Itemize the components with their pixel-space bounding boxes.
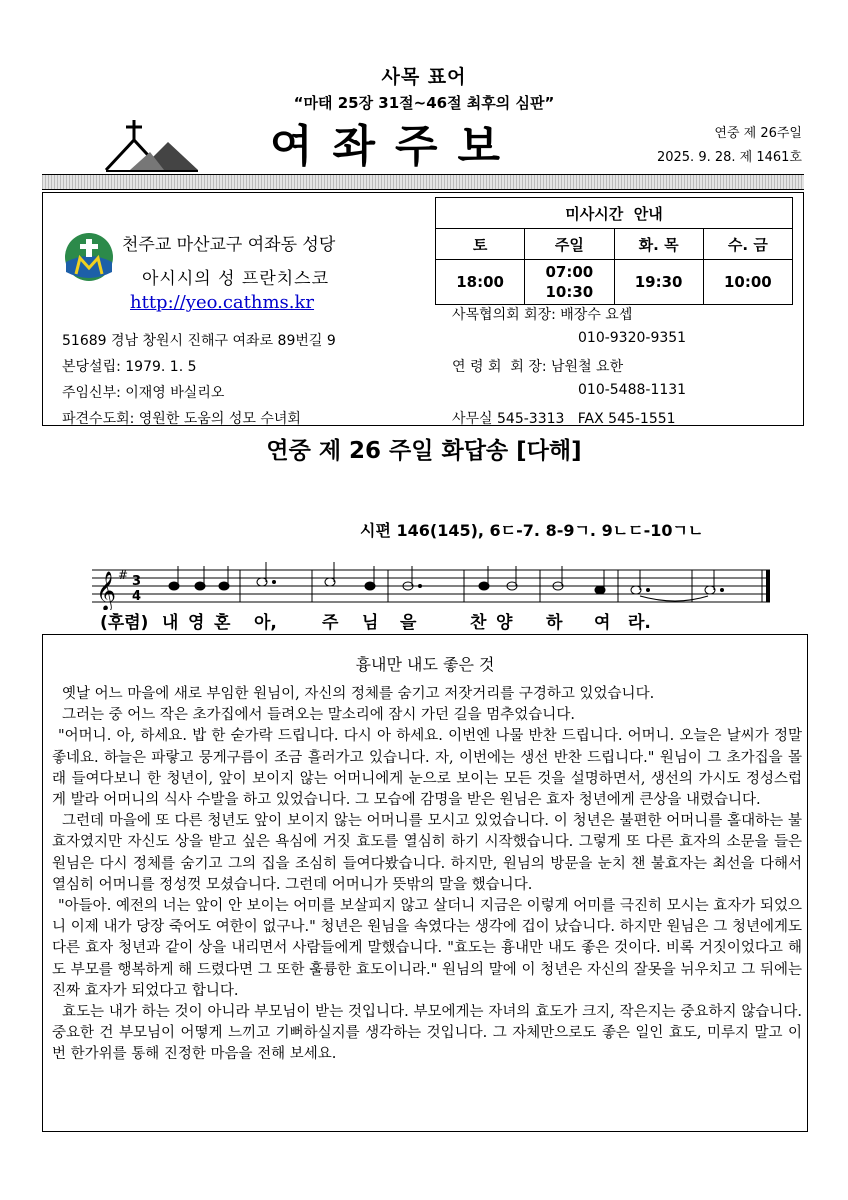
lyric-syllable: 양	[496, 613, 513, 633]
parish-address: 51689 경남 창원시 진해구 여좌로 89번길 9	[62, 333, 336, 349]
parish-sisters: 파견수도회: 영원한 도움의 성모 수녀회	[62, 411, 301, 427]
lyric-syllable: 혼	[214, 613, 231, 633]
mass-time: 18:00	[436, 260, 525, 305]
parish-website-link[interactable]: http://yeo.cathms.kr	[130, 292, 315, 313]
psalm-title: 연중 제 26 주일 화답송 [다해]	[266, 438, 582, 464]
lyric-syllable: 내	[162, 613, 179, 633]
motto-title: 사목 표어	[381, 66, 467, 88]
mass-time: 10:00	[703, 260, 792, 305]
council-president: 사목협의회 회장: 배장수 요셉	[452, 307, 633, 323]
lyric-syllable: 여	[594, 613, 611, 633]
mass-schedule-title: 미사시간 안내	[436, 198, 793, 229]
parish-patron: 아시시의 성 프란치스코	[142, 269, 330, 289]
parish-pastor: 주임신부: 이재영 바실리오	[62, 385, 225, 401]
mass-day: 수. 금	[703, 229, 792, 260]
lyric-syllable: 찬	[470, 613, 487, 633]
lyric-syllable: (후렴)	[100, 613, 149, 633]
psalm-lyrics	[100, 608, 740, 632]
story-paragraph: 효도는 내가 하는 것이 아니라 부모님이 받는 것입니다. 부모에게는 자녀의 효도가 크지, 작은지는 중요하지 않습니다. 중요한 건 부모님이 어떻게 느끼고 기뻐하실지를 생각하는 것입니다. 그 자체만으로도 좋은 일인 효도, 미루지 말고 이번 한가위를 통해 진정한 마음을 전해 보세요.	[52, 1004, 802, 1063]
mass-day: 화. 목	[614, 229, 703, 260]
header-divider-band	[42, 174, 804, 190]
story-paragraph: "아들아. 예전의 너는 앞이 안 보이는 어미를 보살피지 않고 살더니 지금은 이렇게 어미를 극진히 모시는 효자가 되었으니 이제 내가 당장 죽어도 여한이 없구나." 청년은 원님을 속였다는 생각에 겁이 났습니다. 하지만 원님은 그 청년에게도 다른 효자 청년과 같이 상을 내리면서 사람들에게 말했습니다. "효도는 흉내만 내도 좋은 것이다. 비록 거짓이었다고 해도 부모를 행복하게 해 드렸다면 그 또한 훌륭한 효도이니라." 원님의 말에 이 청년은 자신의 잘못을 뉘우치고 그 뒤에는 진짜 효자가 되었다고 합니다.	[52, 898, 802, 999]
issue-date: 2025. 9. 28. 제 1461호	[656, 150, 802, 165]
svg-text:#: #	[118, 568, 129, 582]
lyric-syllable: 주	[322, 613, 339, 633]
mass-day: 토	[436, 229, 525, 260]
mass-time: 07:00 10:30	[525, 260, 614, 305]
issue-week: 연중 제 26주일	[714, 126, 802, 141]
parish-founded: 본당설립: 1979. 1. 5	[62, 359, 197, 375]
motto-subtitle: “마태 25장 31절~46절 최후의 심판”	[293, 94, 555, 112]
parish-emblem-icon	[64, 232, 114, 282]
lyric-syllable: 을	[400, 613, 417, 633]
story-paragraph: 그런데 마을에 또 다른 청년도 앞이 보이지 않는 어머니를 모시고 있었습니다. 이 청년은 불편한 어머니를 홀대하는 불효자였지만 자신도 상을 받고 싶은 욕심에 거짓 효도를 열심히 하기 시작했습니다. 그렇게 또 다른 효자의 소문을 들은 원님은 다시 정체를 숨기고 그의 집을 조심히 들여다봤습니다. 하지만, 원님의 방문을 눈치 챈 불효자는 최선을 다해서 열심히 어머니를 정성껏 모셨습니다. 그런데 어머니가 뜻밖의 말을 했습니다.	[52, 813, 802, 893]
parish-name: 천주교 마산교구 여좌동 성당	[122, 235, 336, 255]
psalm-reference: 시편 146(145), 6ㄷ-7. 8-9ㄱ. 9ㄴㄷ-10ㄱㄴ	[360, 521, 704, 540]
paper-title: 여좌주보	[270, 121, 521, 172]
mass-time: 19:30	[614, 260, 703, 305]
lyric-syllable: 님	[362, 613, 379, 633]
svg-text:3: 3	[132, 574, 142, 589]
svg-text:𝄞: 𝄞	[96, 571, 117, 610]
mass-day: 주일	[525, 229, 614, 260]
music-staff	[92, 562, 772, 610]
lyric-syllable: 하	[546, 613, 563, 633]
council-phone: 010-9320-9351	[578, 330, 687, 346]
story-paragraph: 옛날 어느 마을에 새로 부임한 원님이, 자신의 정체를 숨기고 저잣거리를 구경하고 있었습니다.	[62, 686, 655, 702]
elders-president: 연 령 회 회 장: 남원철 요한	[452, 359, 624, 375]
church-mountain-logo-icon	[104, 118, 200, 174]
svg-text:4: 4	[132, 589, 142, 604]
mass-schedule-table	[435, 197, 793, 305]
lyric-syllable: 아,	[254, 613, 277, 633]
story-title: 흉내만 내도 좋은 것	[355, 655, 495, 674]
office-contact: 사무실 545-3313 FAX 545-1551	[452, 411, 676, 427]
story-paragraph: 그러는 중 어느 작은 초가집에서 들려오는 말소리에 잠시 가던 길을 멈추었습니다.	[62, 707, 575, 724]
story-paragraph: "어머니. 아, 하세요. 밥 한 숟가락 드립니다. 다시 아 하세요. 이번엔 나물 반찬 드립니다. 어머니. 오늘은 날씨가 정말 좋네요. 하늘은 파랗고 뭉게구름이 조금 흘러가고 있습니다. 자, 이번에는 생선 반찬 드립니다." 원님이 그 초가집을 몰래 들여다보니 한 청년이, 앞이 보이지 않는 어머니에게 눈으로 보이는 모든 것을 설명하면서, 생선의 가시도 정성스럽게 발라 어머니의 식사 수발을 하고 있었습니다. 그 모습에 감명을 받은 원님은 효자 청년에게 큰상을 내렸습니다.	[52, 728, 802, 809]
lyric-syllable: 영	[188, 613, 205, 633]
lyric-syllable: 라.	[628, 613, 651, 633]
story-body	[52, 684, 802, 1066]
elders-phone: 010-5488-1131	[578, 382, 687, 398]
